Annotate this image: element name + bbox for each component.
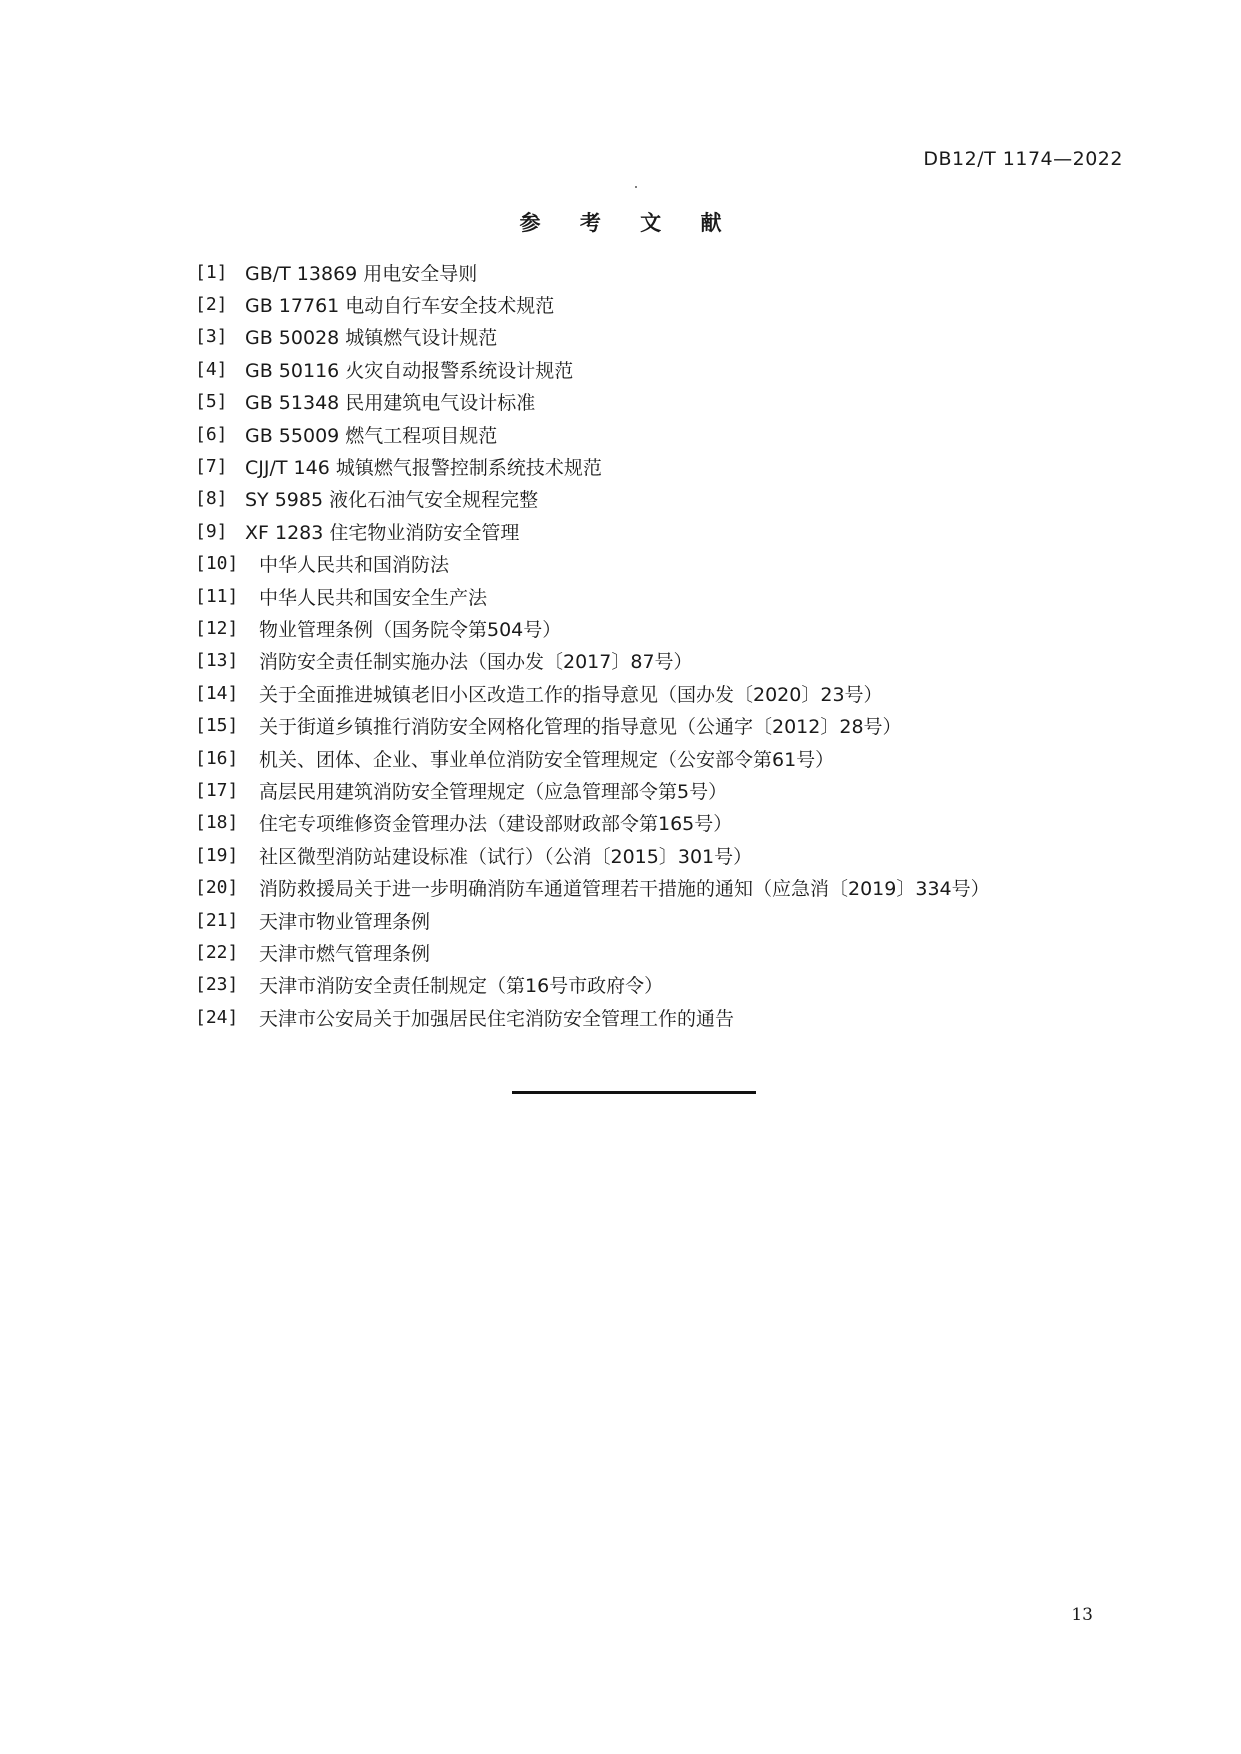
reference-item (195, 904, 990, 936)
reference-item (195, 742, 990, 774)
reference-number: [22] (195, 941, 239, 963)
reference-text: 关于全面推进城镇老旧小区改造工作的指导意见（国办发〔2020〕23号） (259, 683, 883, 706)
reference-number: [1] (195, 261, 228, 283)
reference-number: [21] (195, 909, 239, 931)
reference-number: [15] (195, 715, 239, 737)
reference-text: 中华人民共和国安全生产法 (259, 586, 488, 609)
reference-text: 天津市公安局关于加强居民住宅消防安全管理工作的通告 (259, 1007, 735, 1030)
reference-text: 天津市消防安全责任制规定（第16号市政府令） (259, 975, 664, 998)
reference-item (195, 353, 990, 385)
reference-text: 中华人民共和国消防法 (259, 554, 450, 577)
end-rule (512, 1091, 756, 1094)
reference-text: GB/T 13869 用电安全导则 (245, 262, 478, 285)
reference-number: [2] (195, 294, 228, 316)
page-number: 13 (1071, 1605, 1093, 1625)
reference-text: 天津市燃气管理条例 (259, 942, 431, 965)
reference-item (195, 677, 990, 709)
reference-item (195, 709, 990, 741)
reference-text: 社区微型消防站建设标准（试行）（公消〔2015〕301号） (259, 845, 753, 868)
reference-number: [4] (195, 358, 228, 380)
reference-number: [13] (195, 650, 239, 672)
reference-item (195, 645, 990, 677)
reference-number: [3] (195, 326, 228, 348)
reference-number: [24] (195, 1006, 239, 1028)
section-title: 参 考 文 献 (519, 211, 738, 235)
reference-number: [7] (195, 456, 228, 478)
reference-item (195, 288, 990, 320)
reference-text: 机关、团体、企业、事业单位消防安全管理规定（公安部令第61号） (259, 748, 835, 771)
reference-text: 物业管理条例（国务院令第504号） (259, 618, 562, 641)
reference-text: GB 51348 民用建筑电气设计标准 (245, 392, 536, 415)
reference-text: SY 5985 液化石油气安全规程完整 (245, 489, 539, 512)
reference-item (195, 386, 990, 418)
reference-text: 高层民用建筑消防安全管理规定（应急管理部令第5号） (259, 780, 728, 803)
reference-text: 消防救援局关于进一步明确消防车通道管理若干措施的通知（应急消〔2019〕334号） (259, 878, 990, 901)
reference-text: GB 55009 燃气工程项目规范 (245, 424, 498, 447)
reference-item (195, 418, 990, 450)
reference-number: [5] (195, 391, 228, 413)
reference-item (195, 256, 990, 288)
reference-item (195, 839, 990, 871)
reference-number: [8] (195, 488, 228, 510)
reference-item (195, 936, 990, 968)
reference-text: 关于街道乡镇推行消防安全网格化管理的指导意见（公通字〔2012〕28号） (259, 716, 902, 739)
reference-item (195, 774, 990, 806)
reference-number: [14] (195, 682, 239, 704)
standard-code-header: DB12/T 1174—2022 (923, 148, 1123, 170)
reference-number: [12] (195, 617, 239, 639)
reference-number: [16] (195, 747, 239, 769)
reference-number: [10] (195, 553, 239, 575)
reference-item (195, 548, 990, 580)
reference-item (195, 580, 990, 612)
reference-number: [19] (195, 844, 239, 866)
reference-text: 天津市物业管理条例 (259, 910, 431, 933)
reference-item (195, 450, 990, 482)
reference-item (195, 969, 990, 1001)
reference-text: GB 17761 电动自行车安全技术规范 (245, 295, 555, 318)
reference-item (195, 807, 990, 839)
reference-number: [23] (195, 974, 239, 996)
reference-text: XF 1283 住宅物业消防安全管理 (245, 521, 520, 544)
reference-text: GB 50028 城镇燃气设计规范 (245, 327, 498, 350)
reference-item (195, 1001, 990, 1033)
reference-number: [17] (195, 779, 239, 801)
reference-item (195, 612, 990, 644)
reference-text: 消防安全责任制实施办法（国办发〔2017〕87号） (259, 651, 693, 674)
reference-text: CJJ/T 146 城镇燃气报警控制系统技术规范 (245, 457, 602, 480)
reference-list (195, 256, 990, 1033)
reference-number: [11] (195, 585, 239, 607)
reference-number: [6] (195, 423, 228, 445)
reference-number: [18] (195, 812, 239, 834)
reference-text: GB 50116 火灾自动报警系统设计规范 (245, 359, 574, 382)
reference-item (195, 871, 990, 903)
reference-number: [9] (195, 520, 228, 542)
reference-item (195, 321, 990, 353)
reference-item (195, 515, 990, 547)
reference-item (195, 483, 990, 515)
reference-text: 住宅专项维修资金管理办法（建设部财政部令第165号） (259, 813, 733, 836)
reference-number: [20] (195, 877, 239, 899)
stray-dot (635, 186, 637, 188)
